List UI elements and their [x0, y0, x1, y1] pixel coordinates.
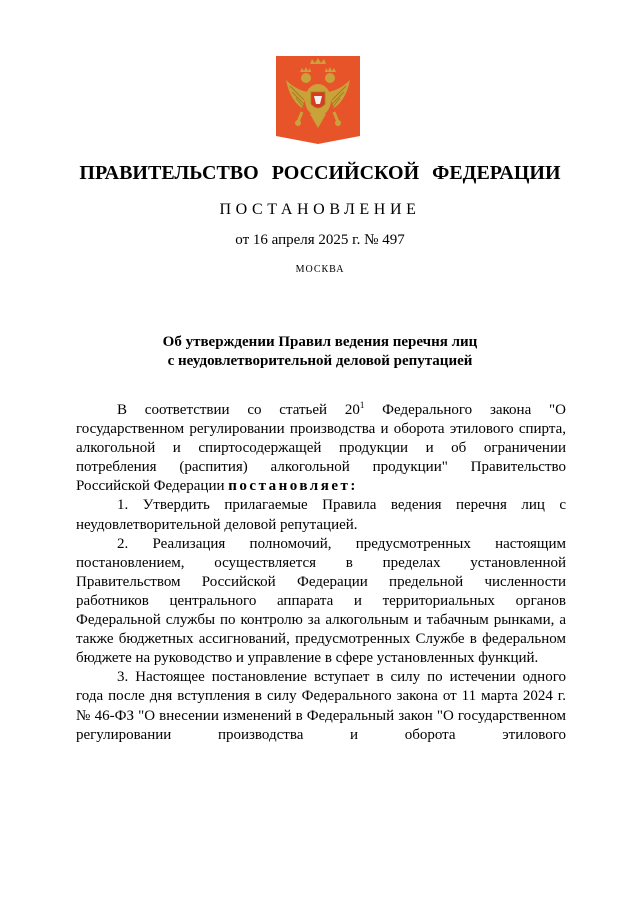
- preamble-text-a: В соответствии со статьей 20: [117, 402, 360, 418]
- subject-line-2: с неудовлетворительной деловой репутацией: [167, 353, 473, 369]
- item-3-paragraph: 3. Настоящее постановление вступает в силу по истечении одного года после дня вступления в силу Федерального закона от 11 марта 2024 г. № 46-ФЗ "О внесении изменений в Федеральный закон "О государственном регулировании производства и оборота этилового: [76, 669, 566, 743]
- government-title: ПРАВИТЕЛЬСТВО РОССИЙСКОЙ ФЕДЕРАЦИИ: [79, 162, 561, 184]
- decree-word: постановляет:: [228, 478, 358, 495]
- coat-of-arms-icon: [276, 56, 360, 144]
- subject-line-1: Об утверждении Правил ведения перечня лиц: [162, 334, 478, 350]
- document-type: ПОСТАНОВЛЕНИЕ: [219, 201, 421, 218]
- article-superscript: 1: [359, 400, 365, 410]
- preamble-paragraph: [76, 401, 566, 496]
- document-date: от 16 апреля 2025 г. № 497: [235, 232, 405, 248]
- item-2-paragraph: 2. Реализация полномочий, предусмотренных настоящим постановлением, осуществляется в пределах установленной Правительством Российской Федерации предельной численности работников центрального аппарата и территориальных органов Федеральной службы по контролю за алкогольным и табачным рынками, а также бюджетных ассигнований, предусмотренных Службе в федеральном бюджете на руководство и управление в сфере установленных функций.: [76, 535, 566, 667]
- document-subject: [0, 333, 640, 371]
- document-body: [76, 401, 566, 745]
- preamble-text-b: Федерального закона "О государственном регулировании производства и оборота этилового спирта, алкогольной и спиртосодержащей продукции и об ограничении потребления (распития) алкогольной продукции" Правительство Российской Федерации: [76, 402, 566, 495]
- document-city: МОСКВА: [295, 264, 345, 275]
- item-1-paragraph: 1. Утвердить прилагаемые Правила ведения перечня лиц с неудовлетворительной деловой репутацией.: [76, 497, 566, 533]
